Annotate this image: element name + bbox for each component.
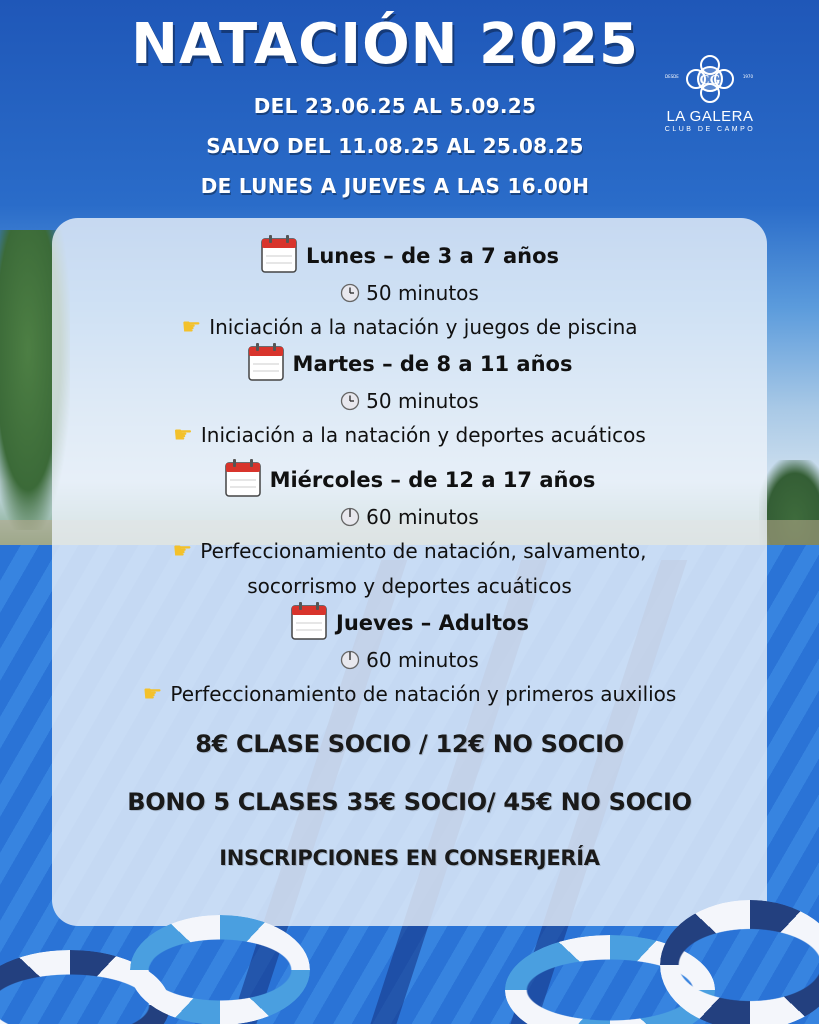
calendar-icon (224, 458, 262, 498)
calendar-icon (260, 234, 298, 274)
calendar-icon (290, 601, 328, 641)
schedule-time: DE LUNES A JUEVES A LAS 16.00H (200, 174, 590, 198)
excluded-dates: SALVO DEL 11.08.25 AL 25.08.25 (206, 134, 584, 158)
logo-year-right: 1970 (742, 74, 753, 79)
clock-icon (340, 507, 360, 527)
price-bono: BONO 5 CLASES 35€ SOCIO/ 45€ NO SOCIO (127, 788, 692, 816)
day-label: Miércoles – de 12 a 17 años (269, 468, 596, 492)
signup-info: INSCRIPCIONES EN CONSERJERÍA (219, 846, 600, 870)
pointing-hand-icon: ☛ (142, 682, 163, 707)
schedule-description (52, 310, 767, 344)
description-label: Perfeccionamiento de natación y primeros auxilios (170, 682, 677, 706)
swim-ring-icon (130, 915, 310, 1024)
description-label-continued: socorrismo y deportes acuáticos (247, 574, 572, 598)
logo-year-left: DESDE (665, 74, 679, 79)
day-label: Lunes – de 3 a 7 años (305, 244, 560, 268)
schedule-day (52, 603, 767, 643)
calendar-icon (247, 342, 285, 382)
clock-icon (340, 391, 360, 411)
info-panel (52, 218, 767, 926)
description-label: Iniciación a la natación y deportes acuáticos (200, 423, 646, 447)
logo-monogram: CG (699, 73, 721, 88)
schedule-description (52, 677, 767, 711)
duration-label: 60 minutos (366, 505, 479, 529)
duration-label: 50 minutos (366, 281, 479, 305)
description-label: Iniciación a la natación y juegos de piscina (209, 315, 638, 339)
clock-icon (340, 650, 360, 670)
pointing-hand-icon: ☛ (181, 315, 202, 340)
price-per-class: 8€ CLASE SOCIO / 12€ NO SOCIO (195, 730, 624, 758)
duration-label: 60 minutos (366, 648, 479, 672)
poster-title: NATACIÓN 2025 (131, 12, 639, 77)
schedule-description (52, 534, 767, 603)
schedule-duration (52, 276, 767, 310)
club-emblem-icon (665, 52, 753, 106)
schedule-duration (52, 500, 767, 534)
day-label: Martes – de 8 a 11 años (292, 352, 573, 376)
club-name: LA GALERA (666, 108, 754, 125)
club-logo (650, 52, 770, 133)
schedule-day (52, 344, 767, 384)
schedule-duration (52, 384, 767, 418)
schedule-description (52, 418, 767, 452)
duration-label: 50 minutos (366, 389, 479, 413)
schedule-day (52, 236, 767, 276)
schedule-list (52, 236, 767, 711)
date-range: DEL 23.06.25 AL 5.09.25 (253, 94, 537, 118)
description-label: Perfeccionamiento de natación, salvamento, (200, 539, 647, 563)
schedule-day (52, 460, 767, 500)
club-subtitle: CLUB DE CAMPO (664, 126, 756, 133)
clock-icon (340, 283, 360, 303)
pointing-hand-icon: ☛ (172, 539, 193, 564)
schedule-duration (52, 643, 767, 677)
day-label: Jueves – Adultos (336, 611, 529, 635)
pointing-hand-icon: ☛ (173, 423, 193, 448)
